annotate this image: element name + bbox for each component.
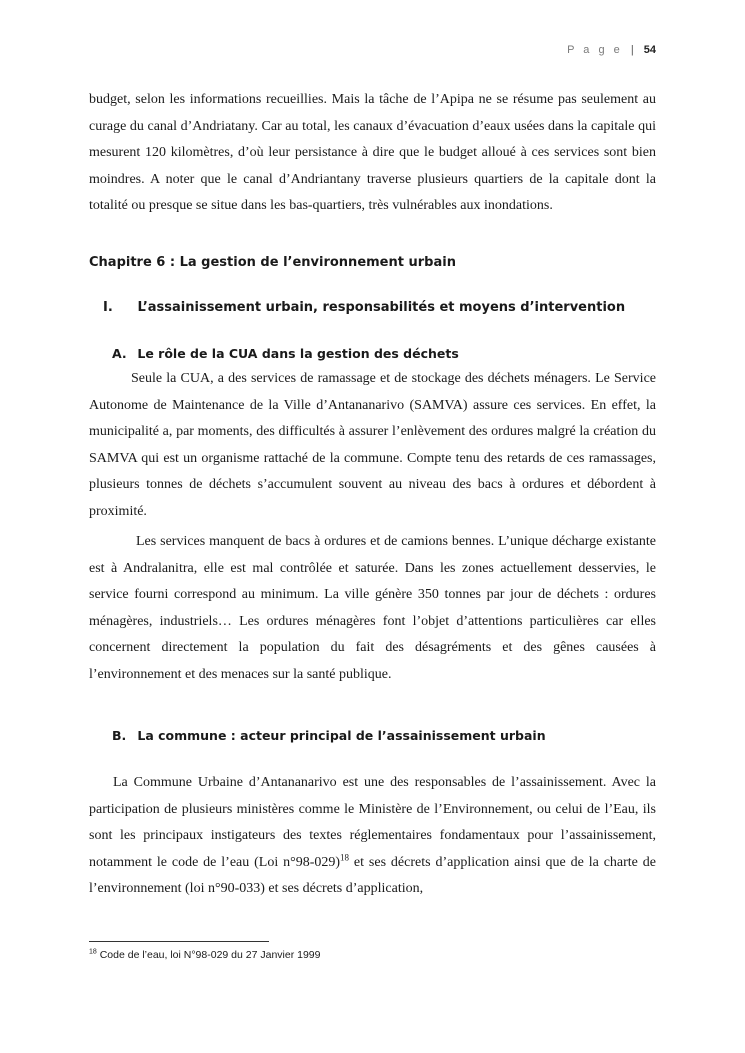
paragraph-commune — [89, 770, 656, 903]
page-header — [567, 44, 656, 56]
section-1-marker: I. — [103, 300, 113, 315]
subsection-a-title: Le rôle de la CUA dans la gestion des déchets — [137, 346, 459, 361]
page-label: P a g e — [567, 44, 623, 56]
paragraph-services: Les services manquent de bacs à ordures et de camions bennes. L’unique décharge existante est à Andralanitra, elle est mal contrôlée et saturée. Dans les zones actuellement desservies, le service fourni correspond au minimum. La ville génère 350 tonnes par jour de déchets : ordures ménagères, industriels… Les ordures ménagères font l’objet d’attentions particulières car elles concernent directement la population du fait des désagréments et des gênes causées à l’environnement et des menaces sur la santé publique. — [89, 534, 656, 682]
subsection-heading-b — [112, 728, 546, 743]
paragraph-cua: Seule la CUA, a des services de ramassage et de stockage des déchets ménagers. Le Service Autonome de Maintenance de la Ville d’Antananarivo (SAMVA) assure ces services. En effet, la municipalité a, par moments, des difficultés à assurer l’enlèvement des ordures malgré la création du SAMVA qui est un organisme rattaché de la commune. Compte tenu des retards de ces ramassages, plusieurs tonnes de déchets s’accumulent souvent au niveau des bacs à ordures et débordent à proximité. — [89, 371, 656, 519]
section-1-title: L’assainissement urbain, responsabilités et moyens d’intervention — [137, 300, 626, 315]
chapter-title: Chapitre 6 : La gestion de l’environnement urbain — [89, 255, 456, 270]
commune-text-start: La Commune Urbaine d’Antananarivo est une des responsables de l’assainissement. Avec la participation de plusieurs ministères comme le Ministère de l’Environnement, ou celui de l’Eau, ils sont les principaux instigateurs des textes réglementaires fondamentaux pour l’assainissement, notamment le code de l’eau (Loi n°98-029) — [89, 775, 656, 870]
footnote — [89, 949, 320, 961]
page-number: 54 — [643, 44, 656, 56]
section-heading-1 — [103, 300, 625, 315]
footnote-text: Code de l’eau, loi N°98-029 du 27 Janvier 1999 — [96, 949, 321, 961]
subsection-b-marker: B. — [112, 728, 127, 743]
footnote-number: 18 — [89, 948, 97, 956]
commune-text-end: et ses décrets d’application ainsi que de la charte de l’environnement (loi n°90-033) et ses décrets d’application, — [89, 854, 656, 896]
subsection-a-marker: A. — [112, 346, 127, 361]
footnote-divider — [89, 941, 269, 942]
page-separator: | — [630, 44, 634, 56]
subsection-b-title: La commune : acteur principal de l’assainissement urbain — [137, 728, 546, 743]
subsection-heading-a — [112, 346, 459, 361]
footnote-reference: 18 — [340, 851, 350, 862]
paragraph-budget: budget, selon les informations recueillies. Mais la tâche de l’Apipa ne se résume pas seulement au curage du canal d’Andriatany. Car au total, les canaux d’évacuation d’eaux usées dans la capitale qui mesurent 120 kilomètres, d’où leur persistance à dire que le budget alloué à ces services sont bien moindres. A noter que le canal d’Andriantany traverse plusieurs quartiers de la capitale dont la totalité ou presque se situe dans les bas-quartiers, très vulnérables aux inondations. — [89, 92, 656, 213]
